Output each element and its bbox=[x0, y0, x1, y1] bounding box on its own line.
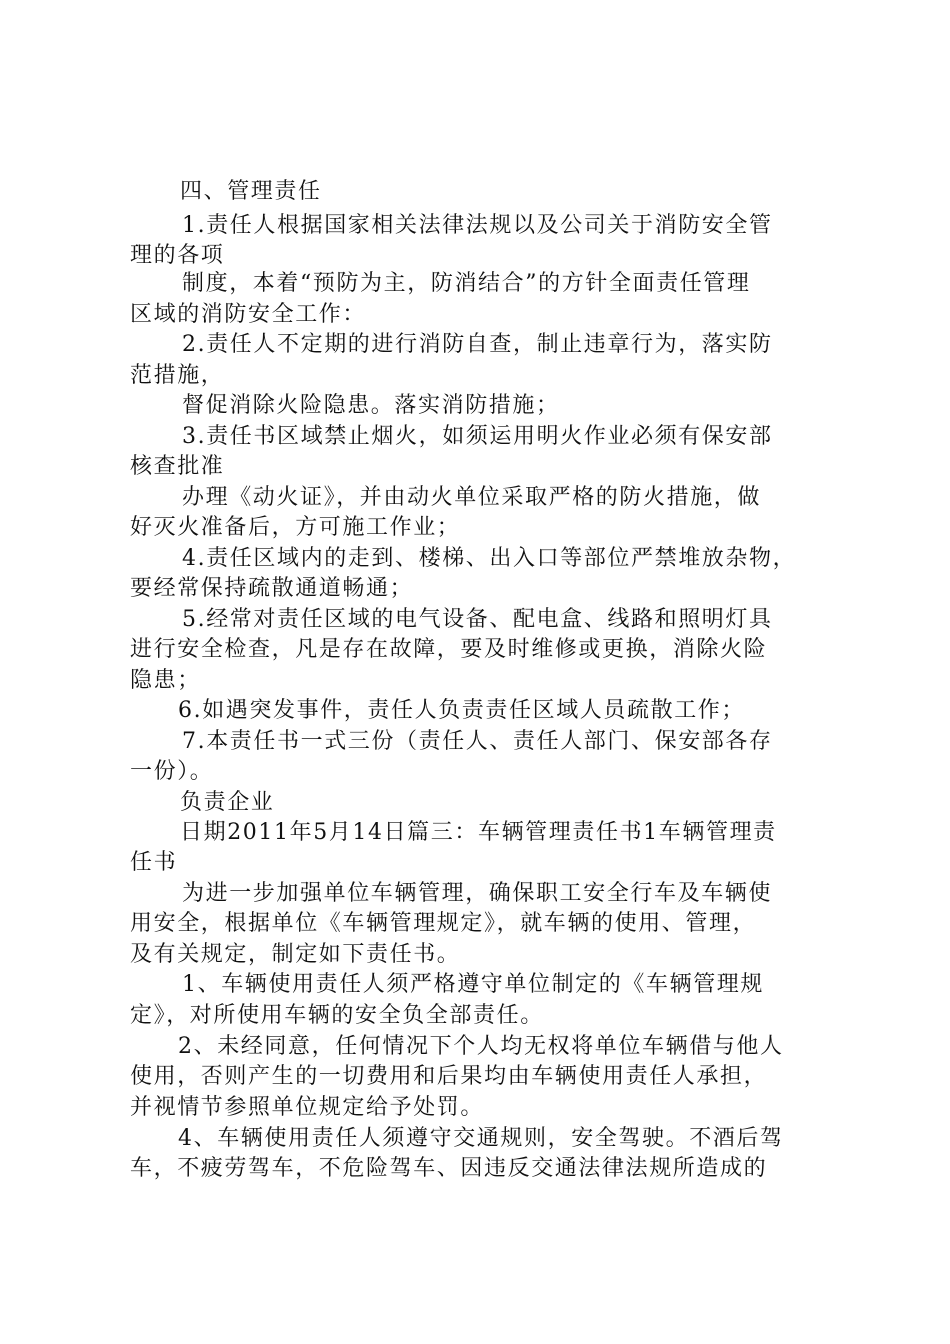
paragraph-line: 1.责任人根据国家相关法律法规以及公司关于消防安全管 bbox=[182, 213, 773, 238]
paragraph-line: 用安全，根据单位《车辆管理规定》，就车辆的使用、管理， bbox=[130, 911, 757, 936]
paragraph-line: 日期2011年5月14日篇三：车辆管理责任书1车辆管理责 bbox=[180, 820, 777, 845]
paragraph-line: 核查批准 bbox=[130, 454, 225, 479]
paragraph-line: 1、车辆使用责任人须严格遵守单位制定的《车辆管理规 bbox=[182, 972, 764, 997]
paragraph-line: 并视情节参照单位规定给予处罚。 bbox=[130, 1095, 485, 1120]
paragraph-line: 隐患； bbox=[130, 668, 201, 693]
paragraph-line: 2、未经同意，任何情况下个人均无权将单位车辆借与他人 bbox=[178, 1034, 784, 1059]
paragraph-line: 6.如遇突发事件，责任人负责责任区域人员疏散工作； bbox=[178, 698, 745, 723]
paragraph-line: 理的各项 bbox=[130, 243, 225, 268]
paragraph-line: 3.责任书区域禁止烟火，如须运用明火作业必须有保安部 bbox=[182, 424, 773, 449]
paragraph-line: 及有关规定，制定如下责任书。 bbox=[130, 942, 461, 967]
paragraph-line: 督促消除火险隐患。落实消防措施； bbox=[182, 393, 560, 418]
paragraph-line: 进行安全检查，凡是存在故障，要及时维修或更换，消除火险 bbox=[130, 637, 768, 662]
paragraph-line: 车，不疲劳驾车，不危险驾车、因违反交通法律法规所造成的 bbox=[130, 1156, 768, 1181]
paragraph-line: 范措施， bbox=[130, 363, 225, 388]
section-heading: 四、管理责任 bbox=[180, 179, 322, 204]
paragraph-line: 2.责任人不定期的进行消防自查，制止违章行为，落实防 bbox=[182, 332, 773, 357]
paragraph-line: 为进一步加强单位车辆管理，确保职工安全行车及车辆使 bbox=[182, 881, 773, 906]
paragraph-line: 好灭火准备后，方可施工作业； bbox=[130, 515, 461, 540]
paragraph-line: 制度，本着“预防为主，防消结合”的方针全面责任管理 bbox=[182, 271, 751, 296]
paragraph-line: 7.本责任书一式三份（责任人、责任人部门、保安部各存 bbox=[182, 729, 773, 754]
paragraph-line: 区域的消防安全工作： bbox=[130, 302, 367, 327]
signature-company: 负责企业 bbox=[180, 790, 275, 815]
paragraph-line: 定》，对所使用车辆的安全负全部责任。 bbox=[130, 1003, 544, 1028]
paragraph-line: 5.经常对责任区域的电气设备、配电盒、线路和照明灯具 bbox=[182, 607, 773, 632]
paragraph-line: 使用，否则产生的一切费用和后果均由车辆使用责任人承担， bbox=[130, 1064, 768, 1089]
paragraph-line: 任书 bbox=[130, 850, 178, 875]
paragraph-line: 4.责任区域内的走到、楼梯、出入口等部位严禁堆放杂物， bbox=[182, 546, 797, 571]
paragraph-line: 4、车辆使用责任人须遵守交通规则，安全驾驶。不酒后驾 bbox=[178, 1126, 784, 1151]
paragraph-line: 一份）。 bbox=[130, 759, 214, 784]
paragraph-line: 要经常保持疏散通道畅通； bbox=[130, 576, 414, 601]
paragraph-line: 办理《动火证》，并由动火单位采取严格的防火措施，做 bbox=[182, 485, 762, 510]
